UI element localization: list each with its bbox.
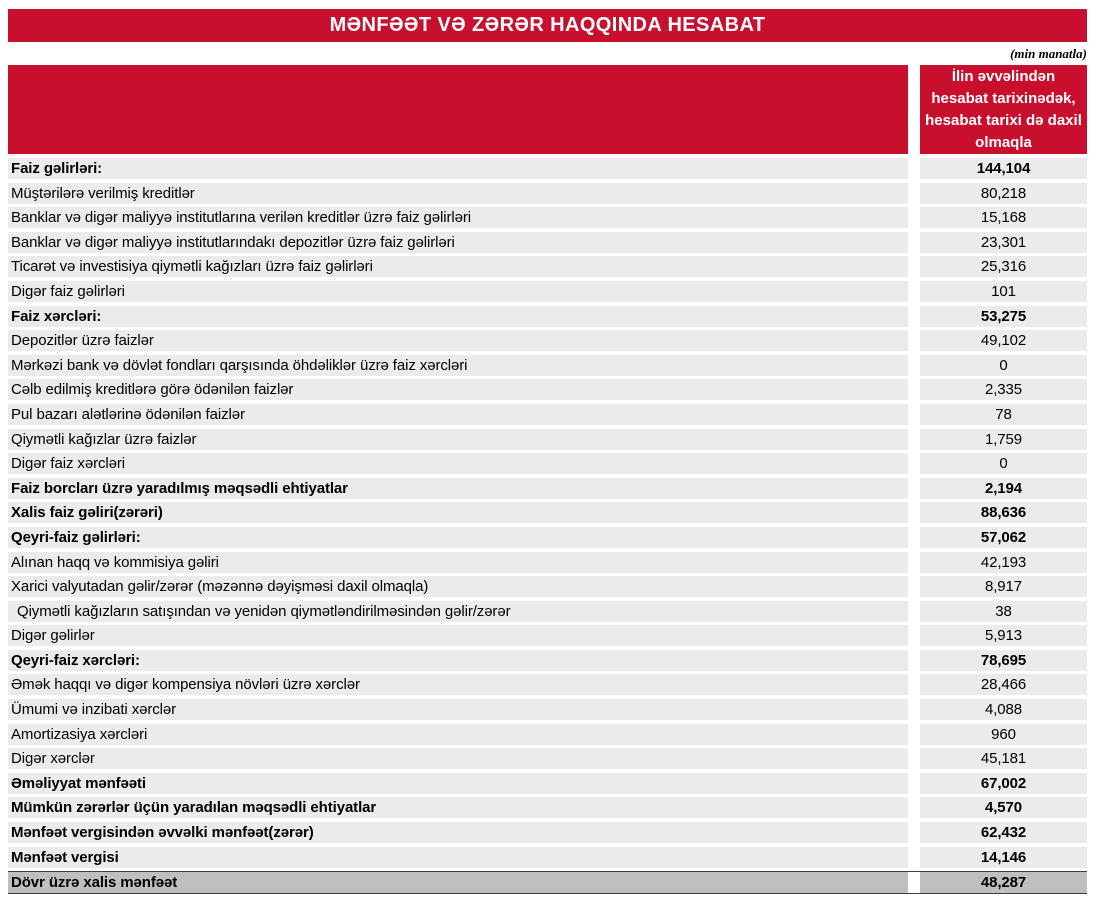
table-row — [8, 355, 1087, 376]
table-row — [8, 453, 1087, 474]
row-value: 2,335 — [920, 379, 1087, 400]
row-label: Qeyri-faiz xərcləri: — [8, 650, 908, 671]
unit-note: (min manatla) — [1010, 46, 1087, 61]
report-title-banner — [8, 9, 1087, 42]
row-value: 49,102 — [920, 330, 1087, 351]
row-value: 101 — [920, 281, 1087, 302]
row-value: 67,002 — [920, 773, 1087, 794]
row-value: 57,062 — [920, 527, 1087, 548]
row-label: Qiymətli kağızların satışından və yenidən qiymətləndirilməsindən gəlir/zərər — [8, 601, 908, 622]
table-row — [8, 207, 1087, 228]
row-label: Pul bazarı alətlərinə ödənilən faizlər — [8, 404, 908, 425]
table-row — [8, 404, 1087, 425]
row-label: Ümumi və inzibati xərclər — [8, 699, 908, 720]
table-row — [8, 183, 1087, 204]
profit-loss-table — [8, 65, 1087, 894]
row-value: 2,194 — [920, 478, 1087, 499]
row-label: Digər faiz xərcləri — [8, 453, 908, 474]
row-value: 53,275 — [920, 306, 1087, 327]
value-column-header: İlin əvvəlindən hesabat tarixinədək, hesabat tarixi də daxil olmaqla — [920, 65, 1087, 154]
table-body — [8, 158, 1087, 894]
table-row — [8, 601, 1087, 622]
table-header-row — [8, 65, 1087, 154]
row-value: 1,759 — [920, 429, 1087, 450]
row-value: 42,193 — [920, 552, 1087, 573]
row-label: Mümkün zərərlər üçün yaradılan məqsədli ehtiyatlar — [8, 797, 908, 818]
row-label: Depozitlər üzrə faizlər — [8, 330, 908, 351]
row-value: 8,917 — [920, 576, 1087, 597]
row-value: 78,695 — [920, 650, 1087, 671]
row-value: 25,316 — [920, 256, 1087, 277]
row-value: 144,104 — [920, 158, 1087, 179]
row-label: Digər gəlirlər — [8, 625, 908, 646]
row-label: Digər xərclər — [8, 748, 908, 769]
row-label: Əmək haqqı və digər kompensiya növləri üzrə xərclər — [8, 674, 908, 695]
row-label: Faiz xərcləri: — [8, 306, 908, 327]
row-label: Mərkəzi bank və dövlət fondları qarşısında öhdəliklər üzrə faiz xərcləri — [8, 355, 908, 376]
row-label: Ticarət və investisiya qiymətli kağızları üzrə faiz gəlirləri — [8, 256, 908, 277]
row-label: Cəlb edilmiş kreditlərə görə ödənilən faizlər — [8, 379, 908, 400]
table-row — [8, 330, 1087, 351]
label-column-header — [8, 65, 908, 154]
row-value: 15,168 — [920, 207, 1087, 228]
row-label: Banklar və digər maliyyə institutlarındakı depozitlər üzrə faiz gəlirləri — [8, 232, 908, 253]
table-row — [8, 748, 1087, 769]
row-value: 960 — [920, 724, 1087, 745]
table-row — [8, 281, 1087, 302]
row-value: 0 — [920, 355, 1087, 376]
table-row — [8, 232, 1087, 253]
row-label: Banklar və digər maliyyə institutlarına verilən kreditlər üzrə faiz gəlirləri — [8, 207, 908, 228]
row-label: Dövr üzrə xalis mənfəət — [8, 872, 908, 893]
table-row — [8, 502, 1087, 523]
row-label: Qeyri-faiz gəlirləri: — [8, 527, 908, 548]
row-value: 45,181 — [920, 748, 1087, 769]
table-row — [8, 797, 1087, 818]
row-value: 38 — [920, 601, 1087, 622]
table-row — [8, 379, 1087, 400]
row-value: 14,146 — [920, 847, 1087, 868]
table-row — [8, 478, 1087, 499]
row-label: Mənfəət vergisindən əvvəlki mənfəət(zərər) — [8, 822, 908, 843]
table-row — [8, 256, 1087, 277]
table-row — [8, 576, 1087, 597]
row-value: 80,218 — [920, 183, 1087, 204]
table-row — [8, 699, 1087, 720]
table-row — [8, 527, 1087, 548]
table-row — [8, 306, 1087, 327]
table-row — [8, 871, 1087, 894]
table-row — [8, 847, 1087, 868]
table-row — [8, 625, 1087, 646]
row-value: 0 — [920, 453, 1087, 474]
row-label: Amortizasiya xərcləri — [8, 724, 908, 745]
table-row — [8, 552, 1087, 573]
table-row — [8, 650, 1087, 671]
row-value: 4,570 — [920, 797, 1087, 818]
row-label: Alınan haqq və kommisiya gəliri — [8, 552, 908, 573]
row-value: 78 — [920, 404, 1087, 425]
table-row — [8, 158, 1087, 179]
table-row — [8, 773, 1087, 794]
row-label: Mənfəət vergisi — [8, 847, 908, 868]
row-value: 5,913 — [920, 625, 1087, 646]
report-title: MƏNFƏƏT VƏ ZƏRƏR HAQQINDA HESABAT — [329, 14, 766, 36]
table-row — [8, 724, 1087, 745]
row-label: Xarici valyutadan gəlir/zərər (məzənnə dəyişməsi daxil olmaqla) — [8, 576, 908, 597]
row-label: Digər faiz gəlirləri — [8, 281, 908, 302]
row-label: Əməliyyat mənfəəti — [8, 773, 908, 794]
row-value: 88,636 — [920, 502, 1087, 523]
row-value: 4,088 — [920, 699, 1087, 720]
row-label: Faiz gəlirləri: — [8, 158, 908, 179]
row-label: Qiymətli kağızlar üzrə faizlər — [8, 429, 908, 450]
row-label: Xalis faiz gəliri(zərəri) — [8, 502, 908, 523]
row-label: Müştərilərə verilmiş kreditlər — [8, 183, 908, 204]
row-value: 62,432 — [920, 822, 1087, 843]
table-row — [8, 429, 1087, 450]
row-value: 23,301 — [920, 232, 1087, 253]
row-value: 48,287 — [920, 872, 1087, 893]
table-row — [8, 822, 1087, 843]
row-label: Faiz borcları üzrə yaradılmış məqsədli ehtiyatlar — [8, 478, 908, 499]
row-value: 28,466 — [920, 674, 1087, 695]
table-row — [8, 674, 1087, 695]
